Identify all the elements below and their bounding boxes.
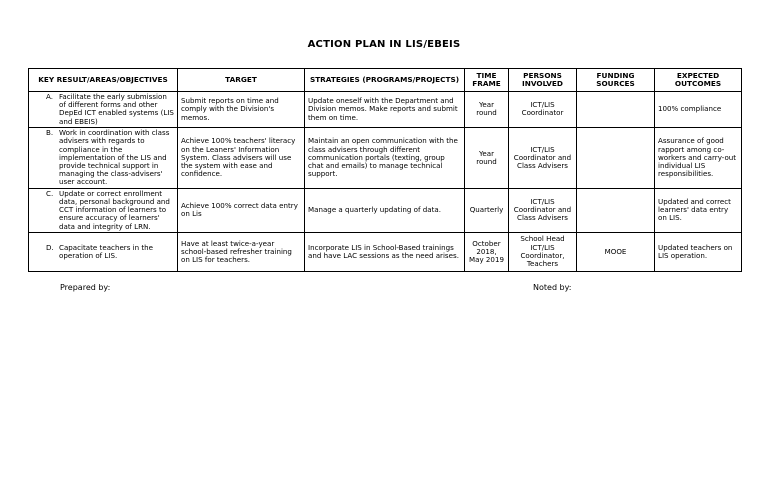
- prepared-by-label: Prepared by:: [60, 283, 111, 292]
- objective-cell: [29, 188, 178, 232]
- timeframe-cell: Year round: [465, 127, 509, 188]
- funding-cell: [577, 92, 655, 128]
- persons-cell: ICT/LIS Coordinator: [509, 92, 577, 128]
- action-plan-table: [28, 68, 742, 272]
- objective-text: Work in coordination with class advisers with regards to compliance in the implementation of the LIS and provide technical support in managing the class-advisers' user account.: [59, 128, 170, 187]
- objective-letter: D.: [46, 242, 54, 252]
- target-cell: Achieve 100% teachers' literacy on the Leaners' Information System. Class advisers will use the system with ease and confidence.: [178, 127, 305, 188]
- header-persons-involved: PERSONS INVOLVED: [509, 69, 577, 92]
- timeframe-cell: October 2018, May 2019: [465, 232, 509, 271]
- objective-text: Facilitate the early submission of different forms and other DepEd ICT enabled systems (LIS and EBEIS): [59, 92, 174, 126]
- strategy-cell: Incorporate LIS in School-Based trainings and have LAC sessions as the need arises.: [305, 232, 465, 271]
- timeframe-cell: Year round: [465, 92, 509, 128]
- timeframe-cell: Quarterly: [465, 188, 509, 232]
- target-cell: Submit reports on time and comply with the Division's memos.: [178, 92, 305, 128]
- header-strategies: STRATEGIES (PROGRAMS/PROJECTS): [305, 69, 465, 92]
- funding-cell: [577, 188, 655, 232]
- funding-cell: MOOE: [577, 232, 655, 271]
- strategy-cell: Update oneself with the Department and Division memos. Make reports and submit them on time.: [305, 92, 465, 128]
- table-row: [29, 232, 742, 271]
- outcome-cell: Updated teachers on LIS operation.: [655, 232, 742, 271]
- header-expected-outcomes: EXPECTED OUTCOMES: [655, 69, 742, 92]
- strategy-cell: Manage a quarterly updating of data.: [305, 188, 465, 232]
- strategy-cell: Maintain an open communication with the class advisers through different communication portals (texting, group chat and emails) to manage technical support.: [305, 127, 465, 188]
- persons-cell: School Head ICT/LIS Coordinator, Teachers: [509, 232, 577, 271]
- header-time-frame: TIME FRAME: [465, 69, 509, 92]
- table-row: [29, 188, 742, 232]
- persons-cell: ICT/LIS Coordinator and Class Advisers: [509, 188, 577, 232]
- page-title: ACTION PLAN IN LIS/EBEIS: [307, 39, 461, 50]
- table-row: [29, 127, 742, 188]
- objective-letter: A.: [46, 92, 53, 101]
- outcome-cell: Assurance of good rapport among co-workers and carry-out individual LIS responsibilities.: [655, 127, 742, 188]
- objective-text: Update or correct enrollment data, personal background and CCT information of learners to ensure accuracy of learners' data and integrity of LRN.: [59, 188, 170, 231]
- header-objectives: KEY RESULT/AREAS/OBJECTIVES: [29, 69, 178, 92]
- objective-text: Capacitate teachers in the operation of LIS.: [59, 242, 154, 260]
- objective-cell: [29, 232, 178, 271]
- table-row: [29, 92, 742, 128]
- objective-cell: [29, 127, 178, 188]
- table-header-row: [29, 69, 742, 92]
- target-cell: Have at least twice-a-year school-based refresher training on LIS for teachers.: [178, 232, 305, 271]
- outcome-cell: 100% compliance: [655, 92, 742, 128]
- objective-cell: [29, 92, 178, 128]
- funding-cell: [577, 127, 655, 188]
- target-cell: Achieve 100% correct data entry on Lis: [178, 188, 305, 232]
- objective-letter: C.: [46, 188, 54, 198]
- header-target: TARGET: [178, 69, 305, 92]
- persons-cell: ICT/LIS Coordinator and Class Advisers: [509, 127, 577, 188]
- outcome-cell: Updated and correct learners' data entry on LIS.: [655, 188, 742, 232]
- noted-by-label: Noted by:: [533, 283, 572, 292]
- objective-letter: B.: [46, 128, 54, 138]
- header-funding-sources: FUNDING SOURCES: [577, 69, 655, 92]
